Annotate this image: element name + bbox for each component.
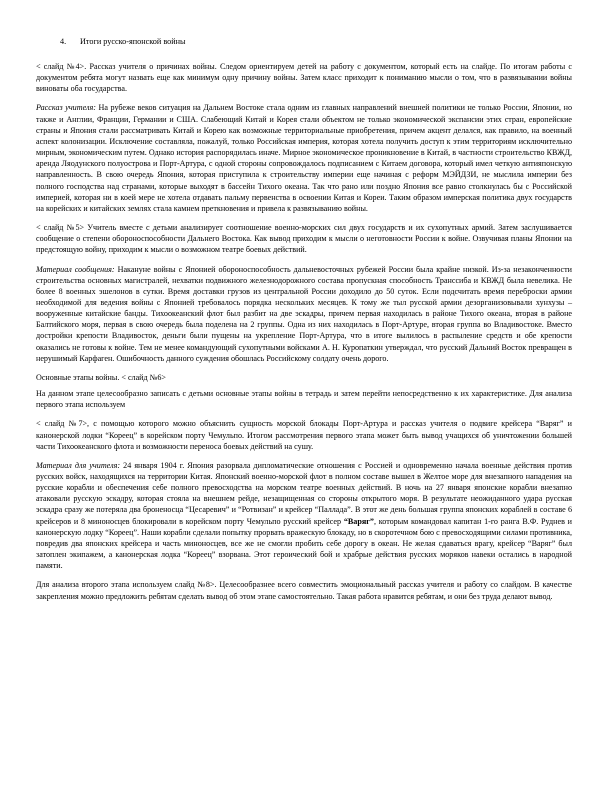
paragraph-war-stages: Основные этапы войны. < слайд №6> [36, 372, 166, 382]
paragraph-stage-notes: На данном этапе целесообразно записать с детьми основные этапы войны в тетрадь и затем перейти непосредственно к их характеристике. Для анализа первого этапа используем [36, 389, 572, 410]
paragraph-report-material [36, 264, 572, 364]
section-number: 4. [60, 37, 67, 46]
section-title: Итоги русско-японской войны [80, 37, 186, 46]
paragraph-slide-5: < слайд №5> Учитель вместе с детьми анализирует соотношение военно-морских сил двух государств и их сухопутных армий. Затем заслушивается сообщение о степени обороноспособности Дальнего Востока. Как вывод приходим к мысли о неготовности России к войне. Озвучивая планы Японии на предстоящую войну, приходим к мысли о возможном театре боевых действий. [36, 223, 572, 255]
paragraph-teacher-story [36, 102, 572, 214]
section-heading [60, 36, 572, 47]
lead-label: Рассказ учителя: [36, 103, 96, 113]
paragraph-body: На рубеже веков ситуация на Дальнем Востоке стала одним из главных направлений внешней политики не только России, Японии, но также и Англии, Франции, Германии и США. Слабеющий Китай и Корея стали объектом не только экономической экспансии этих стран, европейские страны и Япония стали рассматривать Китай и Корею как возможные территориальные приобретения, причем акцент делался, как правило, на военный аспект колонизации. Исключение составляла, пожалуй, только Российская империя, которая хотела получить доступ к этим территориям исключительно мирным, экономическим путем. Однако история распорядилась иначе. Мирное экономическое проникновение в Китай, в частности строительство КВЖД, аренда Ляодунского полуострова и Порт-Артура, с одной стороны сопровождалось подписанием с Китаем договора, который имел четкую антияпонскую направленность. В свою очередь Япония, которая приступила к строительству империи еще начиная с реформ МЭЙДЗИ, не мыслила империи без полного господства над странами, которые выходят в бассейн Тихого океана. Так что рано или поздно Япония все равно столкнулась бы с Российской империей, которая ни в коей мере не хотела отдавать пальму первенства в освоении Китая и Кореи. Таким образом имперская политика двух государств на корейских и китайских землях стала камнем преткновения и привела к развязыванию войны. [36, 103, 572, 213]
paragraph-body: Накануне войны с Японией обороноспособность дальневосточных рубежей России была крайне низкой. Из-за незаконченности строительства основных магистралей, нехватки подвижного железнодорожного состава пропускная способность Транссиба и КВЖД была невелика. Не более 8 военных эшелонов в сутки. Время доставки грузов из центральной России доходило до 50 суток. Если подсчитать время переброски армии необходимой для ведения войны с Японией требовалось порядка нескольких месяцев. К тому же тыл русской армии дезорганизовывали хунхузы – вооруженные китайские банды. Тихоокеанский флот был разбит на две эскадры, причем первая находилась в районе Тихого океана, вторая в районе Балтийского моря, первая в свою очередь была поделена на 2 группы. Одна из них находилась в Порт-Артуре, вторая группа во Владивостоке. Вместо достройки крепости Владивосток, деньги были пущены на укрепление Порт-Артура, что в итоге вылилось в распыление средств и обе крепости оказались не готовы к войне. Тем не менее командующий сухопутными войсками А. Н. Куропаткин утверждал, что русский Дальний Восток превращен в нерушимый Карфаген. Ошибочность данного суждения обошлась Российскому солдату очень дорого. [36, 264, 572, 363]
paragraph-slide-8: Для анализа второго этапа используем слайд №8>. Целесообразнее всего совместить эмоциональный рассказ учителя и работу со слайдом. В качестве закрепления можно предложить ребятам сделать вывод об этом этапе самостоятельно. Такая работа нравится ребятам, и они без труда делают вывод. [36, 580, 572, 601]
varyag-bold: “Варяг” [343, 516, 374, 526]
paragraph-body-continued: , которым командовал капитан 1-го ранга В.Ф. Руднев и канонерскую лодку “Кореец”. Наши корабли сделали попытку прорвать вражескую блокаду, но в скоротечном бою с превосходящими силами противника, повредив два японских крейсера и часть миноносцев, все же не смогли пробить себе дорогу в океан. Не желая сдаваться врагу, крейсер “Варяг” был затоплен экипажем, а канонерская лодка “Кореец” взорвана. Этот героический бой и храбрые действия русских моряков навеки остались в народной памяти. [36, 516, 573, 571]
paragraph-body: 24 января 1904 г. Япония разорвала дипломатические отношения с Россией и одновременно начала военные действия против русских войск, находящихся на территории Китая. Японский военно-морской флот в полном составе вышел в Желтое море для внезапного нападения на русские корабли и обеспечения себе полного превосходства на морском театре военных действий. В ночь на 27 января японские корабли внезапно атаковали русскую эскадру, которая стояла на внешнем рейде, незащищенная со стороны открытого моря. В результате неожиданного удара русская эскадра сразу же потеряла два броненосца “Цесаревич” и “Ротвизан” и крейсер “Паллада”. В этот же день большая группа японских кораблей в составе 6 крейсеров и 8 миноносцев блокировали в корейском порту Чемульпо русский крейсер [36, 460, 572, 526]
lead-label: Материал для учителя: [36, 460, 121, 470]
lead-label: Материал сообщения: [36, 264, 115, 274]
paragraph-slide-4: < слайд №4>. Рассказ учителя о причинах войны. Следом ориентируем детей на работу с документом, который есть на слайде. По итогам работы с документом ребята могут назвать еще как минимум одну причину войны. Затем класс приходит к пониманию мысли о том, что в развязывании войны виноваты оба государства. [36, 62, 572, 94]
paragraph-slide-7: < слайд №7>, с помощью которого можно объяснить сущность морской блокады Порт-Артура и рассказ учителя о подвиге крейсера “Варяг” и канонерской лодки “Кореец” в корейском порту Чемульпо. Итогом рассмотрения первого этапа может быть вывод учащихся об уничтожении большей части Тихоокеанского флота и возможности переноса боевых действий на сушу. [36, 419, 572, 451]
paragraph-teacher-material [36, 460, 572, 572]
